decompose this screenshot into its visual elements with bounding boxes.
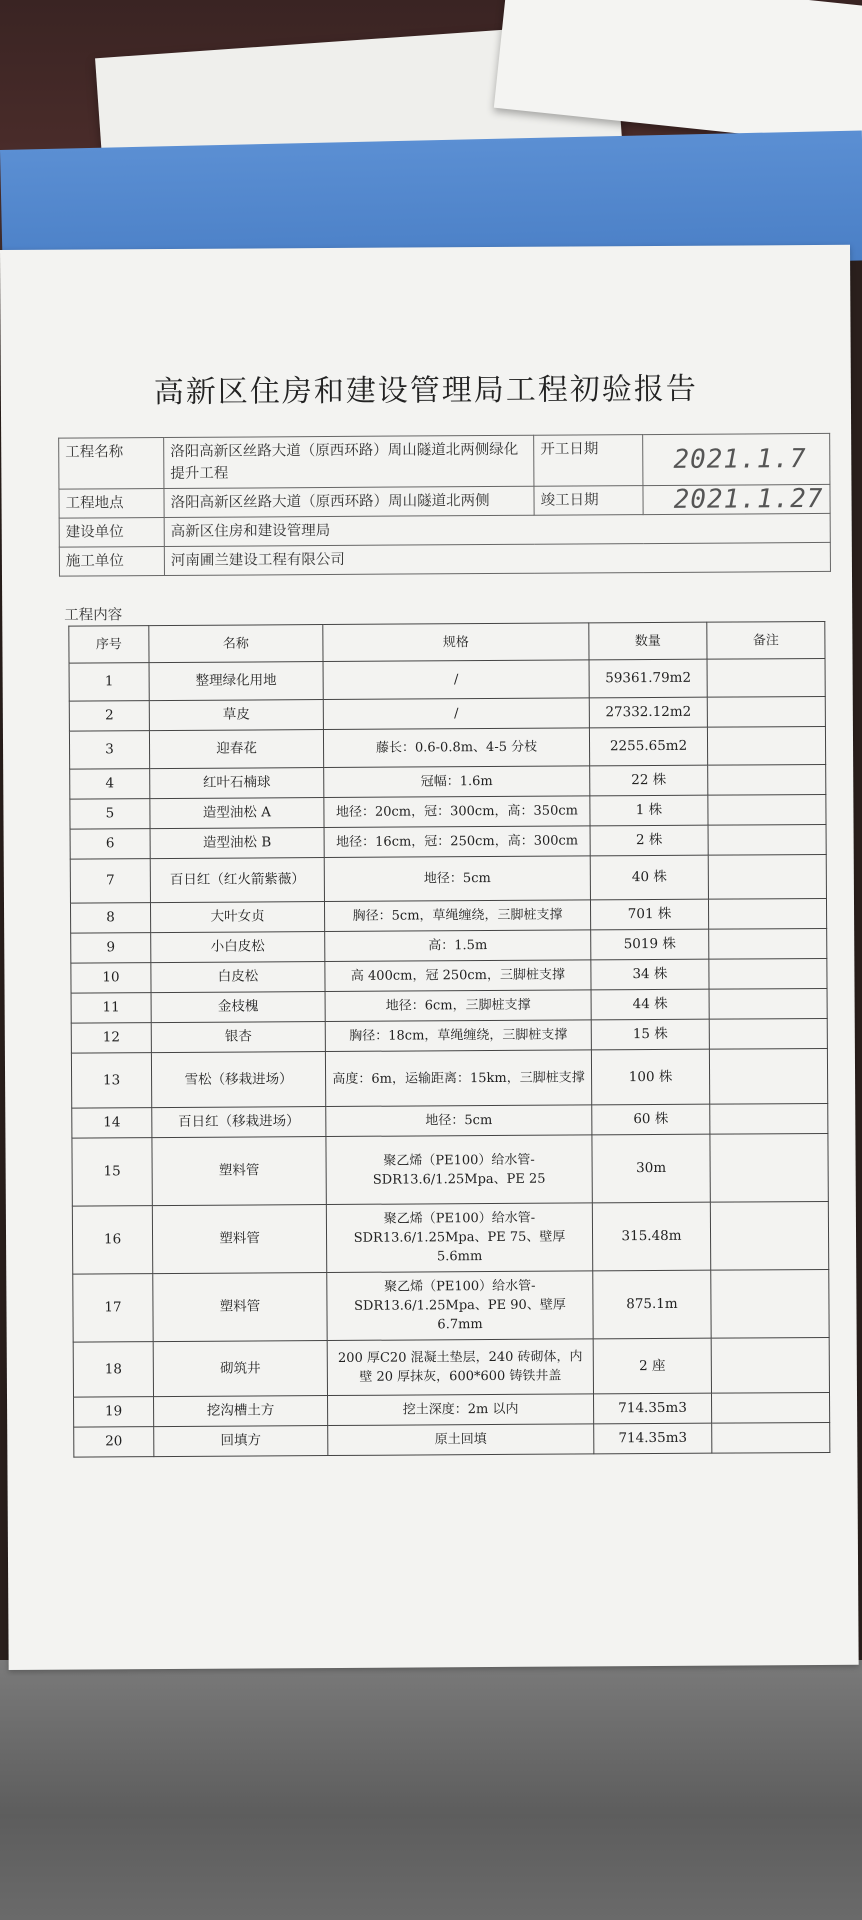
cell-qty: 315.48m <box>592 1202 710 1271</box>
background-fabric <box>0 1660 862 1920</box>
header-spec: 规格 <box>323 623 589 662</box>
contractor-label: 施工单位 <box>59 547 164 577</box>
table-row <box>69 726 825 769</box>
end-date-handwritten: 2021.1.27 <box>643 484 830 514</box>
cell-note <box>710 1103 828 1134</box>
cell-spec: 高度：6m，运输距离：15km，三脚桩支撑 <box>325 1050 591 1107</box>
cell-note <box>708 794 826 825</box>
contractor-value: 河南圃兰建设工程有限公司 <box>164 542 830 575</box>
cell-qty: 2 座 <box>593 1338 711 1394</box>
cell-qty: 2255.65m2 <box>589 727 707 766</box>
cell-note <box>709 958 827 989</box>
cell-name: 白皮松 <box>151 962 325 993</box>
cell-qty: 44 株 <box>591 989 709 1020</box>
cell-name: 迎春花 <box>149 730 323 769</box>
header-qty: 数量 <box>589 622 707 660</box>
report-document <box>0 245 859 1670</box>
cell-spec: 地径：20cm，冠：300cm，高：350cm <box>324 796 590 828</box>
cell-no: 3 <box>69 731 149 769</box>
cell-spec: 地径：5cm <box>326 1105 592 1137</box>
cell-spec: 高：1.5m <box>325 930 591 962</box>
cell-no: 15 <box>72 1138 152 1206</box>
table-row <box>71 928 827 963</box>
project-info-table <box>58 433 831 577</box>
table-row <box>72 1103 828 1138</box>
cell-qty: 30m <box>592 1134 710 1203</box>
cell-note <box>711 1269 829 1338</box>
header-no: 序号 <box>69 626 149 663</box>
cell-spec: 胸径：5cm，草绳缠绕，三脚桩支撑 <box>324 900 590 932</box>
cell-spec: 聚乙烯（PE100）给水管-SDR13.6/1.25Mpa、PE 75、壁厚 5.6mm <box>326 1203 592 1273</box>
cell-no: 2 <box>69 701 149 731</box>
cell-spec: 聚乙烯（PE100）给水管-SDR13.6/1.25Mpa、PE 25 <box>326 1135 592 1205</box>
table-row <box>72 1201 828 1274</box>
cell-no: 10 <box>71 963 151 993</box>
cell-note <box>712 1422 830 1453</box>
cell-spec: 原土回填 <box>328 1424 594 1456</box>
location-value: 洛阳高新区丝路大道（原西环路）周山隧道北两侧 <box>164 486 534 517</box>
cell-spec: / <box>323 660 589 700</box>
cell-qty: 714.35m3 <box>593 1393 711 1424</box>
cell-qty: 5019 株 <box>591 929 709 960</box>
cell-qty: 34 株 <box>591 959 709 990</box>
table-row <box>69 658 825 701</box>
cell-name: 红叶石楠球 <box>150 768 324 799</box>
start-date-handwritten: 2021.1.7 <box>643 433 830 485</box>
cell-name: 回填方 <box>154 1426 328 1457</box>
cell-spec: / <box>323 698 589 730</box>
cell-name: 百日红（红火箭紫薇） <box>150 858 324 903</box>
report-title: 高新区住房和建设管理局工程初验报告 <box>153 371 698 411</box>
cell-name: 砌筑井 <box>153 1341 327 1397</box>
cell-qty: 701 株 <box>590 899 708 930</box>
cell-note <box>709 1048 827 1104</box>
cell-name: 塑料管 <box>153 1273 327 1342</box>
table-row <box>70 794 826 829</box>
table-row <box>71 958 827 993</box>
cell-no: 19 <box>74 1397 154 1427</box>
cell-no: 6 <box>70 829 150 859</box>
cell-qty: 1 株 <box>590 795 708 826</box>
cell-qty: 714.35m3 <box>594 1423 712 1454</box>
cell-qty: 60 株 <box>592 1104 710 1135</box>
cell-spec: 藤长：0.6-0.8m、4-5 分枝 <box>323 728 589 768</box>
cell-no: 14 <box>72 1108 152 1138</box>
cell-note <box>707 696 825 727</box>
builder-label: 建设单位 <box>59 518 164 548</box>
cell-note <box>711 1337 829 1393</box>
table-row <box>73 1269 829 1342</box>
cell-spec: 地径：16cm，冠：250cm，高：300cm <box>324 826 590 858</box>
table-row <box>72 1133 828 1206</box>
location-label: 工程地点 <box>59 489 164 519</box>
cell-spec: 挖土深度：2m 以内 <box>328 1394 594 1426</box>
cell-name: 大叶女贞 <box>150 902 324 933</box>
start-date-label: 开工日期 <box>534 435 643 487</box>
cell-name: 雪松（移栽进场） <box>151 1052 325 1108</box>
table-row <box>74 1422 830 1457</box>
cell-qty: 22 株 <box>590 765 708 796</box>
cell-note <box>709 1018 827 1049</box>
cell-name: 造型油松 A <box>150 798 324 829</box>
cell-name: 塑料管 <box>152 1137 326 1206</box>
cell-qty: 2 株 <box>590 825 708 856</box>
table-row <box>69 696 825 731</box>
cell-spec: 冠幅：1.6m <box>324 766 590 798</box>
cell-spec: 聚乙烯（PE100）给水管-SDR13.6/1.25Mpa、PE 90、壁厚 6.7mm <box>327 1271 593 1341</box>
cell-spec: 地径：6cm，三脚桩支撑 <box>325 990 591 1022</box>
table-row <box>71 1048 827 1108</box>
cell-name: 造型油松 B <box>150 828 324 859</box>
cell-spec: 200 厚C20 混凝土垫层，240 砖砌体，内壁 20 厚抹灰，600*600 铸铁井盖 <box>327 1339 593 1396</box>
cell-name: 百日红（移栽进场） <box>152 1107 326 1138</box>
cell-note <box>711 1392 829 1423</box>
table-row <box>70 854 826 903</box>
cell-no: 9 <box>71 933 151 963</box>
cell-note <box>709 988 827 1019</box>
header-note: 备注 <box>707 621 825 659</box>
cell-qty: 40 株 <box>590 855 708 900</box>
cell-no: 7 <box>70 859 150 903</box>
table-row <box>70 764 826 799</box>
content-label: 工程内容 <box>64 607 123 624</box>
cell-no: 12 <box>71 1023 151 1053</box>
cell-note <box>708 898 826 929</box>
cell-note <box>708 764 826 795</box>
cell-no: 18 <box>73 1342 153 1397</box>
cell-no: 16 <box>72 1206 152 1274</box>
cell-note <box>708 824 826 855</box>
cell-name: 挖沟槽土方 <box>154 1396 328 1427</box>
cell-qty: 27332.12m2 <box>589 697 707 728</box>
cell-qty: 59361.79m2 <box>589 659 707 698</box>
cell-qty: 15 株 <box>591 1019 709 1050</box>
cell-name: 小白皮松 <box>151 932 325 963</box>
cell-name: 银杏 <box>151 1022 325 1053</box>
cell-name: 金枝槐 <box>151 992 325 1023</box>
table-row <box>71 1018 827 1053</box>
items-header-row <box>69 621 825 663</box>
cell-no: 5 <box>70 799 150 829</box>
cell-no: 8 <box>70 903 150 933</box>
builder-value: 高新区住房和建设管理局 <box>164 513 830 546</box>
cell-note <box>710 1201 828 1270</box>
cell-no: 1 <box>69 663 149 701</box>
header-name: 名称 <box>149 625 323 663</box>
cell-spec: 胸径：18cm，草绳缠绕，三脚桩支撑 <box>325 1020 591 1052</box>
cell-name: 塑料管 <box>152 1205 326 1274</box>
cell-spec: 地径：5cm <box>324 856 590 902</box>
cell-note <box>710 1133 828 1202</box>
cell-no: 13 <box>71 1053 151 1108</box>
cell-no: 17 <box>73 1274 153 1342</box>
table-row <box>73 1337 829 1397</box>
project-name-value: 洛阳高新区丝路大道（原西环路）周山隧道北两侧绿化提升工程 <box>164 435 534 488</box>
end-date-label: 竣工日期 <box>534 486 643 516</box>
cell-qty: 875.1m <box>593 1270 711 1339</box>
items-table <box>68 621 830 1458</box>
cell-qty: 100 株 <box>591 1049 709 1105</box>
table-row <box>70 898 826 933</box>
cell-note <box>708 854 826 899</box>
table-row <box>70 824 826 859</box>
table-row <box>74 1392 830 1427</box>
cell-name: 整理绿化用地 <box>149 662 323 701</box>
cell-no: 20 <box>74 1427 154 1457</box>
cell-note <box>707 658 825 697</box>
cell-name: 草皮 <box>149 700 323 731</box>
cell-note <box>707 726 825 765</box>
table-row <box>71 988 827 1023</box>
cell-note <box>709 928 827 959</box>
project-name-label: 工程名称 <box>59 438 164 490</box>
cell-no: 4 <box>70 769 150 799</box>
cell-no: 11 <box>71 993 151 1023</box>
cell-spec: 高 400cm，冠 250cm，三脚桩支撑 <box>325 960 591 992</box>
